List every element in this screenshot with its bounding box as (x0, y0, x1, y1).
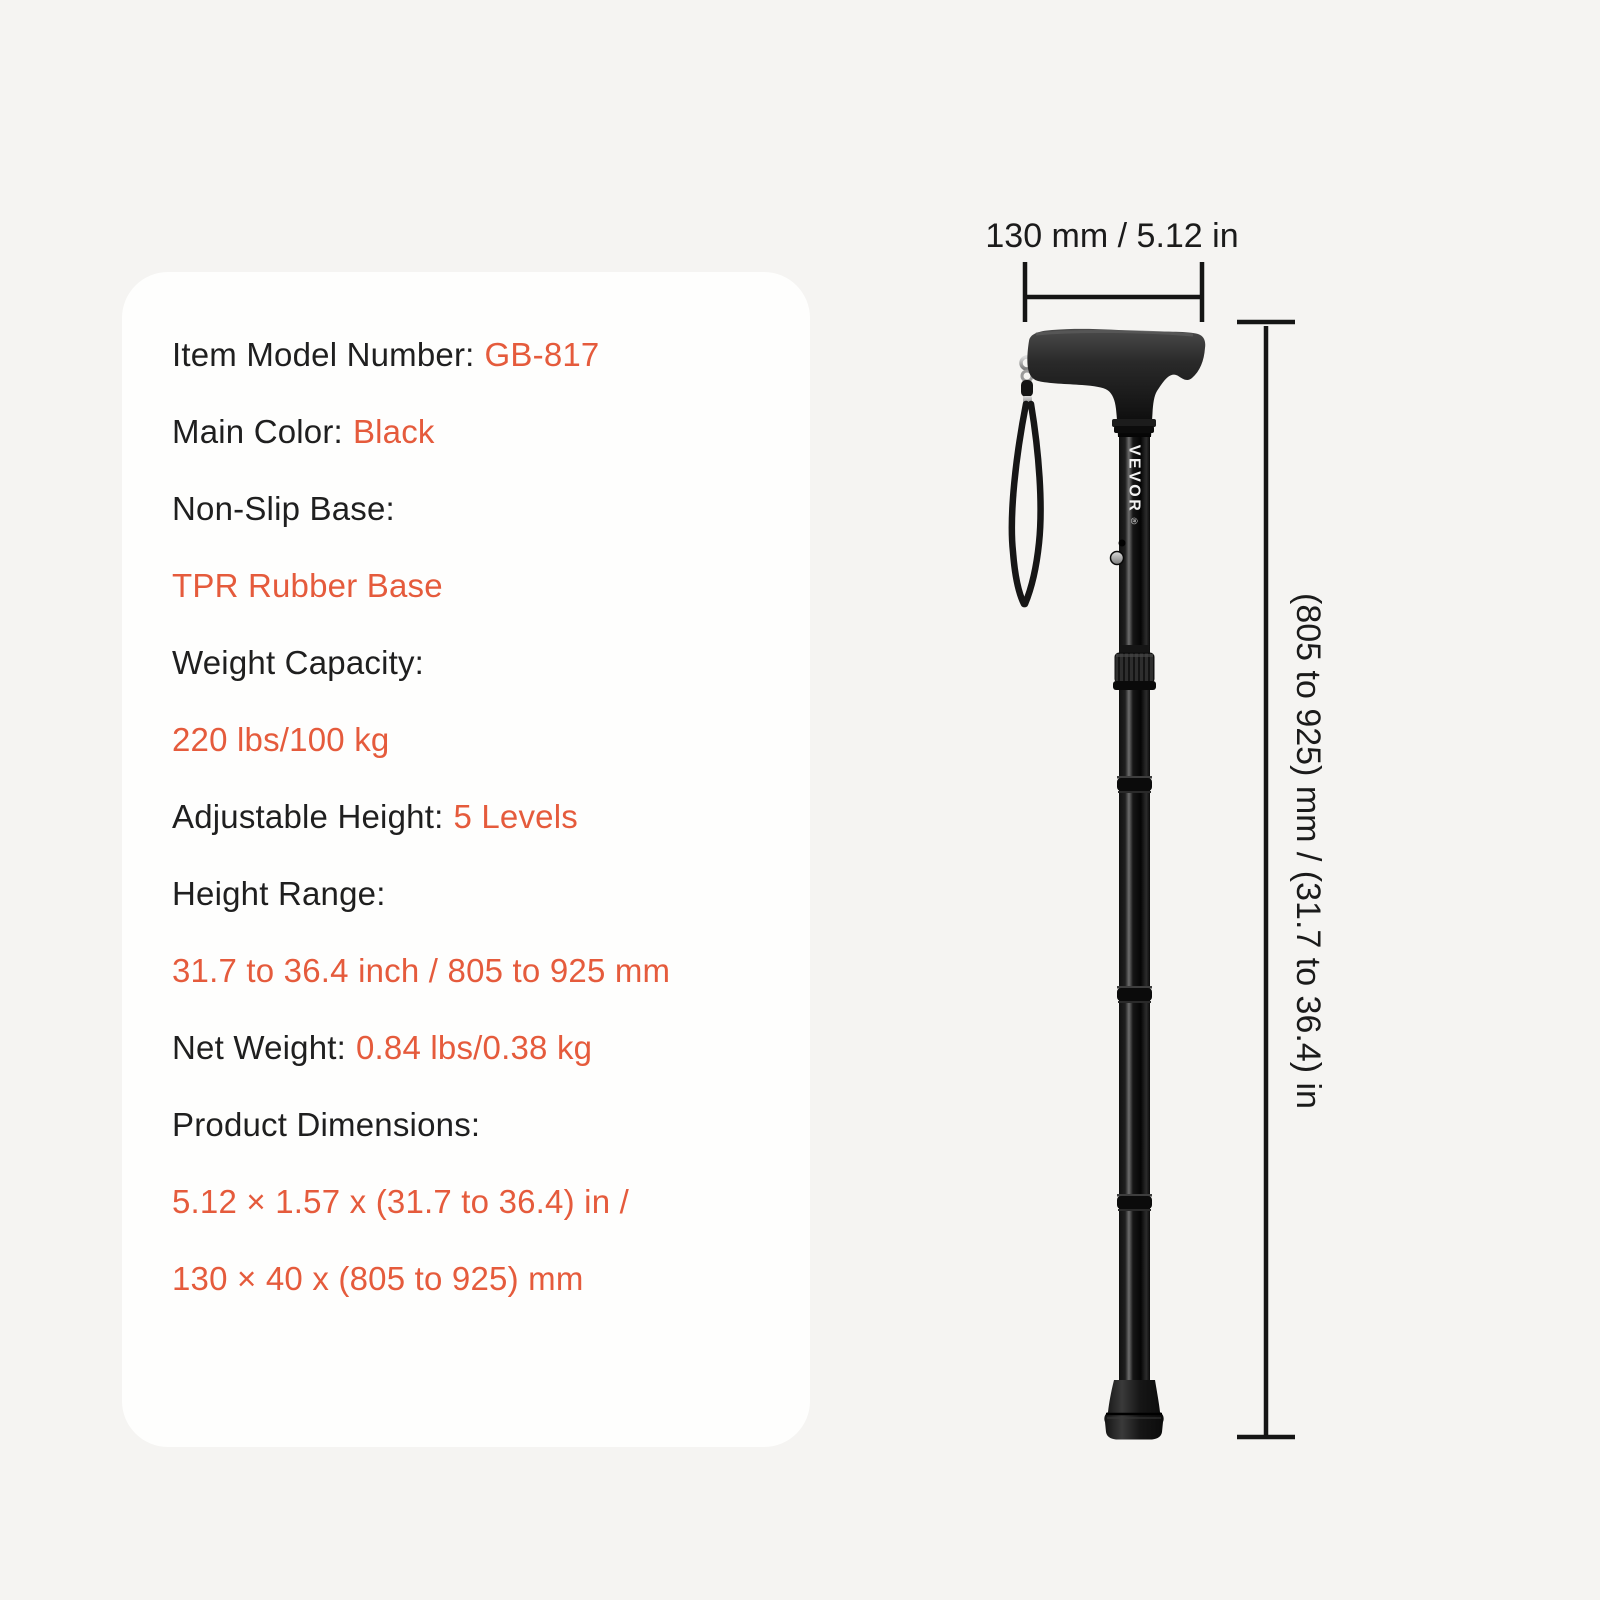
spec-row (172, 316, 670, 393)
spec-row (172, 1163, 670, 1240)
spec-row (172, 393, 670, 470)
spec-label: Non-Slip Base: (172, 490, 395, 527)
collar-knurl (1115, 653, 1154, 683)
spec-label: Weight Capacity: (172, 644, 425, 681)
spec-value: GB-817 (484, 336, 600, 373)
spec-label: Product Dimensions: (172, 1106, 481, 1143)
collar-flare (1113, 681, 1156, 690)
spec-row (172, 1086, 670, 1163)
spec-value: 220 lbs/100 kg (172, 721, 390, 758)
strap-loop (1025, 404, 1041, 604)
spec-value: 5 Levels (453, 798, 578, 835)
adjustment-hole (1119, 540, 1126, 547)
spec-row (172, 624, 670, 701)
spec-label: Main Color: (172, 413, 343, 450)
collar-highlight (1116, 654, 1153, 657)
spec-value: 5.12 × 1.57 x (31.7 to 36.4) in / (172, 1183, 629, 1220)
cane-shaft (1119, 432, 1150, 1384)
spec-row (172, 547, 670, 624)
spec-value: 130 × 40 x (805 to 925) mm (172, 1260, 584, 1297)
spec-label: Adjustable Height: (172, 798, 444, 835)
height-dimension-label: (805 to 925) mm / (31.7 to 36.4) in (1289, 593, 1327, 1109)
brand-logo-text: VEVOR (1125, 444, 1143, 514)
spec-label: Net Weight: (172, 1029, 346, 1066)
spec-row (172, 778, 670, 855)
spec-row (172, 1009, 670, 1086)
spec-label: Item Model Number: (172, 336, 475, 373)
brand-registered-mark: ® (1129, 517, 1139, 525)
handle-neck-ring (1112, 419, 1156, 427)
spec-row (172, 855, 670, 932)
spec-value: 31.7 to 36.4 inch / 805 to 925 mm (172, 952, 671, 989)
spec-card (122, 272, 810, 1447)
width-dimension (1025, 262, 1202, 322)
spec-list (172, 316, 670, 1317)
handle-neck-ring (1114, 426, 1154, 433)
strap-bead (1021, 380, 1033, 397)
shaft-joint (1117, 1194, 1152, 1211)
shaft-joint (1117, 776, 1152, 793)
width-dimension-label: 130 mm / 5.12 in (985, 217, 1239, 255)
strap-loop (1012, 404, 1026, 604)
spec-row (172, 701, 670, 778)
spec-label: Height Range: (172, 875, 386, 912)
shaft-joint (1117, 986, 1152, 1003)
rubber-tip (1104, 1380, 1163, 1440)
adjustment-button (1111, 552, 1124, 565)
height-dimension (1237, 322, 1295, 1437)
spec-value: Black (352, 413, 435, 450)
spec-row (172, 932, 670, 1009)
wrist-strap (1012, 357, 1041, 604)
spec-row (172, 1240, 670, 1317)
spec-value: TPR Rubber Base (172, 567, 443, 604)
spec-value: 0.84 lbs/0.38 kg (356, 1029, 593, 1066)
spec-row (172, 470, 670, 547)
product-diagram (940, 180, 1410, 1490)
cane-illustration (1012, 329, 1205, 1440)
